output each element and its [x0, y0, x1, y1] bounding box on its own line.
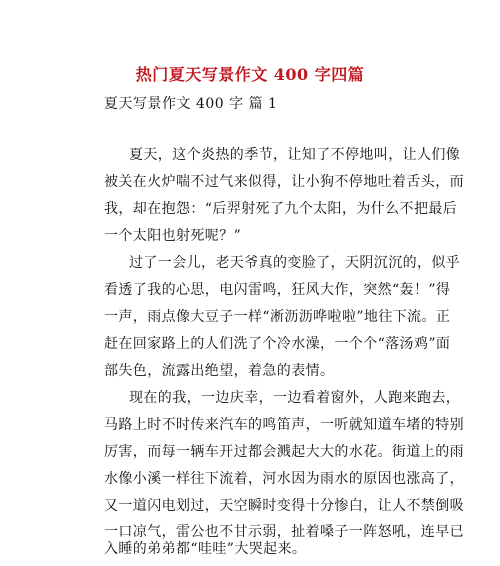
paragraph-1-line-2: 被关在火炉喘不过气来似得，让小狗不停地吐着舌头，而 — [104, 174, 464, 190]
paragraph-2-line-2: 看透了我的心思，电闪雷鸣，狂风大作，突然“轰！”得 — [104, 282, 451, 298]
paragraph-3-line-1: 现在的我，一边庆幸，一边看着窗外，人跑来跑去， — [129, 390, 461, 406]
paragraph-3-line-7: 入睡的弟弟都“哇哇”大哭起来。 — [104, 541, 307, 557]
paragraph-1-line-3: 我，却在抱怨：“后羿射死了九个太阳，为什么不把最后 — [104, 201, 458, 217]
paragraph-3-line-5: 又一道闪电划过，天空瞬时变得十分惨白，让人不禁倒吸 — [104, 498, 464, 514]
paragraph-3-line-4: 水像小溪一样往下流着，河水因为雨水的原因也涨高了， — [104, 471, 464, 487]
paragraph-2-line-1: 过了一会儿，老天爷真的变脸了，天阴沉沉的，似乎 — [129, 255, 461, 271]
paragraph-1-line-4: 一个太阳也射死呢？” — [104, 228, 242, 244]
paragraph-2-line-4: 赶在回家路上的人们洗了个冷水澡，一个个“落汤鸡”面 — [104, 336, 451, 352]
paragraph-1-line-1: 夏天，这个炎热的季节，让知了不停地叫，让人们像 — [129, 147, 461, 163]
paragraph-2-line-3: 一声，雨点像大豆子一样“淅沥沥哗啦啦”地往下流。正 — [104, 309, 451, 325]
paragraph-3-line-2: 马路上时不时传来汽车的鸣笛声，一听就知道车堵的特别 — [104, 417, 464, 433]
paragraph-2-line-5: 部失色，流露出绝望，着急的表情。 — [104, 363, 335, 379]
paragraph-3-line-3: 厉害，而每一辆车开过都会溅起大大的水花。街道上的雨 — [104, 444, 464, 460]
essay-subheading: 夏天写景作文 400 字 篇 1 — [104, 96, 278, 112]
paragraph-3-line-6: 一口凉气，雷公也不甘示弱，扯着嗓子一阵怒吼，连早已 — [104, 524, 464, 540]
document-title: 热门夏天写景作文 400 字四篇 — [135, 65, 365, 84]
